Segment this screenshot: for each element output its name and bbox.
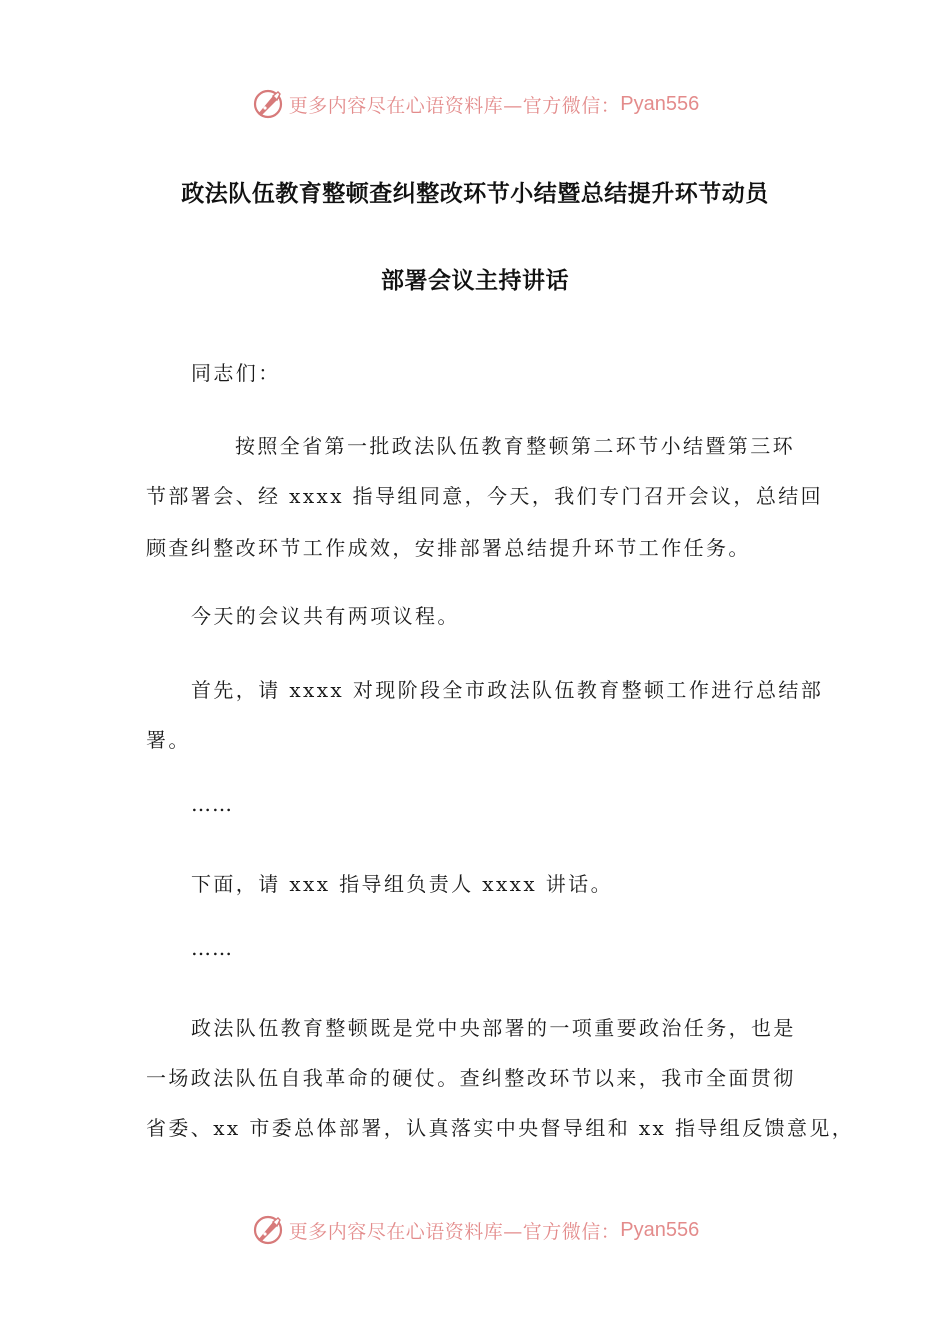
salutation: 同志们： [191,361,281,385]
paragraph-1-line-2: 节部署会、经 xxxx 指导组同意，今天，我们专门召开会议，总结回 [146,484,824,508]
paragraph-2: 今天的会议共有两项议程。 [191,604,460,628]
banner-text: 更多内容尽在心语资料库—官方微信： [288,94,621,117]
footer-banner [0,1210,950,1250]
document-title-line-2: 部署会议主持讲话 [381,268,569,294]
pen-nib-logo-icon [251,1213,285,1247]
wechat-id: Pyan556 [620,92,700,115]
banner-text: 更多内容尽在心语资料库—官方微信： [288,1220,621,1243]
document-title-line-1: 政法队伍教育整顿查纠整改环节小结暨总结提升环节动员 [181,181,769,207]
wechat-id: Pyan556 [620,1218,700,1241]
paragraph-5-line-3: 省委、xx 市委总体部署，认真落实中央督导组和 xx 指导组反馈意见， [146,1116,855,1140]
header-banner [0,84,950,124]
paragraph-3-line-1: 首先，请 xxxx 对现阶段全市政法队伍教育整顿工作进行总结部 [191,678,824,702]
paragraph-5-line-1: 政法队伍教育整顿既是党中央部署的一项重要政治任务，也是 [191,1016,796,1040]
paragraph-1-line-3: 顾查纠整改环节工作成效，安排部署总结提升环节工作任务。 [146,536,751,560]
paragraph-4: 下面，请 xxx 指导组负责人 xxxx 讲话。 [191,872,613,896]
paragraph-5-line-2: 一场政法队伍自我革命的硬仗。查纠整改环节以来，我市全面贯彻 [146,1066,796,1090]
paragraph-3-line-2: 署。 [146,728,191,752]
ellipsis-1: …… [191,792,233,816]
ellipsis-2: …… [191,936,233,960]
pen-nib-logo-icon [251,87,285,121]
paragraph-1-line-1: 按照全省第一批政法队伍教育整顿第二环节小结暨第三环 [235,434,795,458]
